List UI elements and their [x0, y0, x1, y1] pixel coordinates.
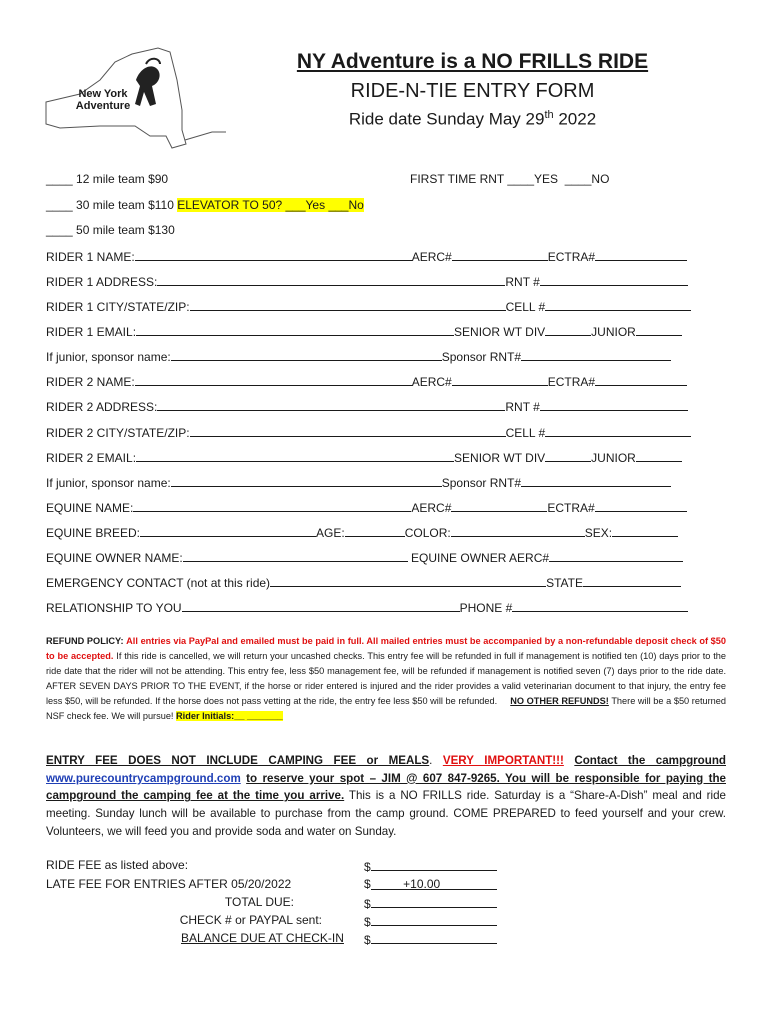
late-fee-field[interactable]: [371, 877, 497, 890]
logo-line-1: New York: [78, 88, 128, 100]
rider2-senior-field[interactable]: [545, 449, 591, 462]
rider1-address-label: RIDER 1 ADDRESS:: [46, 275, 158, 289]
refund-policy-payment-rule: All entries via PayPal and emailed must be paid in full. All mailed entries must be accompanied by a non-refundable deposit check of $50 to be accepted.: [46, 636, 726, 661]
ride-date-year: 2022: [553, 109, 597, 129]
option-30-label: 30 mile team $110: [76, 198, 174, 212]
rider1-senior-field[interactable]: [545, 323, 591, 336]
rider1-address-row: [46, 273, 688, 289]
rider1-aerc-field[interactable]: [452, 248, 548, 261]
phone-field[interactable]: [512, 599, 688, 612]
refund-policy-label: REFUND POLICY:: [46, 636, 124, 646]
option-12-label: 12 mile team $90: [76, 172, 169, 186]
logo-text: [68, 88, 138, 112]
rider2-address-label: RIDER 2 ADDRESS:: [46, 400, 158, 414]
option-30-mile[interactable]: [46, 198, 364, 212]
ride-fee-label: RIDE FEE as listed above:: [46, 858, 189, 872]
rider1-csz-row: [46, 298, 691, 314]
campground-link[interactable]: www.purecountrycampground.com: [46, 771, 241, 785]
equine-ectra-label: ECTRA#: [547, 501, 595, 515]
rider2-csz-label: RIDER 2 CITY/STATE/ZIP:: [46, 426, 190, 440]
equine-sex-field[interactable]: [612, 524, 678, 537]
rider1-sponsor-rnt-field[interactable]: [521, 348, 671, 361]
rider2-email-row: [46, 449, 682, 465]
equine-owner-label: EQUINE OWNER NAME:: [46, 551, 183, 565]
rider2-sponsor-row: [46, 474, 671, 490]
rider-initials-field[interactable]: Rider Initials:__ _______: [176, 711, 283, 721]
emergency-contact-label: EMERGENCY CONTACT (not at this ride): [46, 576, 271, 590]
equine-sex-label: SEX:: [584, 526, 613, 540]
equine-breed-field[interactable]: [140, 524, 316, 537]
relationship-row: [46, 599, 688, 615]
relationship-field[interactable]: [182, 599, 460, 612]
rider2-ectra-label: ECTRA#: [547, 375, 596, 389]
check-paypal-field[interactable]: [371, 913, 497, 926]
equine-age-field[interactable]: [345, 524, 405, 537]
ride-fee-amount: [364, 858, 497, 874]
rider2-rnt-field[interactable]: [540, 398, 688, 411]
first-time-rnt-text: FIRST TIME RNT ____YES ____NO: [410, 172, 610, 186]
rider2-email-label: RIDER 2 EMAIL:: [46, 451, 137, 465]
dollar-sign: $: [364, 877, 371, 891]
refund-policy: [46, 634, 726, 724]
rider1-cell-label: CELL #: [505, 300, 546, 314]
rider1-csz-field[interactable]: [190, 298, 506, 311]
contact-campground: Contact the campground: [574, 754, 726, 767]
rider1-ectra-field[interactable]: [595, 248, 687, 261]
rider2-aerc-label: AERC#: [411, 375, 452, 389]
rider2-cell-field[interactable]: [545, 424, 691, 437]
dollar-sign: $: [364, 897, 371, 911]
nsf-fee-notice: There will be a $50 returned NSF check fee. We will pursue!: [46, 696, 726, 721]
equine-color-label: COLOR:: [404, 526, 451, 540]
camping-notes: ENTRY FEE DOES NOT INCLUDE CAMPING FEE or MEALS. VERY IMPORTANT!!! Contact the campground www.purecountrycampground.com to reserve your spot – JIM @ 607 847-9265. You will be responsible for paying the campground the camping fee at the time you arrive. This is a NO FRILLS ride. Saturday is a “Share-A-Dish” meal and ride meeting. Sunday lunch will be available to purchase from the camp ground. COME PREPARED to feed yourself and your crew. Volunteers, we will feed you and provide soda and water on Sunday.: [46, 754, 726, 838]
total-due-label: TOTAL DUE:: [224, 895, 294, 909]
rider1-cell-field[interactable]: [545, 298, 691, 311]
rider1-email-label: RIDER 1 EMAIL:: [46, 325, 137, 339]
equine-name-field[interactable]: [133, 499, 411, 512]
form-subtitle: RIDE-N-TIE ENTRY FORM: [350, 80, 595, 102]
very-important: VERY IMPORTANT!!!: [442, 754, 564, 767]
check-paypal-label: CHECK # or PAYPAL sent:: [179, 913, 322, 927]
option-50-blank[interactable]: ____: [46, 223, 73, 237]
no-other-refunds: NO OTHER REFUNDS!: [510, 696, 609, 706]
rider1-rnt-field[interactable]: [540, 273, 688, 286]
dollar-sign: $: [364, 860, 371, 874]
rider1-email-field[interactable]: [136, 323, 454, 336]
option-50-mile[interactable]: [46, 223, 175, 237]
notes-body: This is a NO FRILLS ride. Saturday is a “Share-A-Dish” meal and ride meeting. Sunday lunch will be available to purchase from the camp ground. COME PREPARED to feed yourself and your crew. Volunteers, we will feed you and provide soda and water on Sunday.: [46, 789, 726, 838]
ride-fee-field[interactable]: [371, 858, 497, 871]
rider1-junior-field[interactable]: [636, 323, 682, 336]
equine-ectra-field[interactable]: [595, 499, 687, 512]
equine-owner-aerc-label: EQUINE OWNER AERC#: [411, 551, 550, 565]
phone-label: PHONE #: [459, 601, 513, 615]
total-due-field[interactable]: [371, 895, 497, 908]
rider1-aerc-label: AERC#: [411, 250, 452, 264]
late-fee-label: LATE FEE FOR ENTRIES AFTER 05/20/2022: [46, 877, 292, 891]
option-50-label: 50 mile team $130: [76, 223, 175, 237]
refund-policy-body: If this ride is cancelled, we will return your uncashed checks. This entry fee will be refunded in full if management is notified ten (10) days prior to the ride date that the rider will not be attending. This entry fee, less $50 management fee, will be refunded if management is notified seven (7) days prior to the ride date. AFTER SEVEN DAYS PRIOR TO THE EVENT, if the horse or rider entered is injured and the rider provides a valid veterinarian document to that injury, the entry fee less $50, will be refunded. If the horse does not pass vetting at the ride, the entry fee less $50 will be refunded.: [46, 651, 726, 706]
dollar-sign: $: [364, 915, 371, 929]
equine-color-field[interactable]: [451, 524, 585, 537]
equine-owner-aerc-field[interactable]: [549, 549, 683, 562]
rider2-address-row: [46, 398, 688, 414]
rider1-ectra-label: ECTRA#: [547, 250, 596, 264]
rider2-name-row: [46, 373, 687, 389]
dollar-sign: $: [364, 933, 371, 947]
balance-due-label: BALANCE DUE AT CHECK-IN: [181, 931, 344, 945]
first-time-rnt[interactable]: [410, 172, 609, 186]
rider1-sponsor-label: If junior, sponsor name:: [46, 350, 171, 364]
total-due-amount: [364, 895, 497, 911]
emergency-contact-field[interactable]: [270, 574, 546, 587]
rider2-junior-field[interactable]: [636, 449, 682, 462]
balance-due-amount: [364, 931, 497, 947]
rider1-address-field[interactable]: [157, 273, 505, 286]
rider2-name-field[interactable]: [135, 373, 412, 386]
equine-breed-label: EQUINE BREED:: [46, 526, 141, 540]
rider2-sponsor-label: If junior, sponsor name:: [46, 476, 171, 490]
rider1-name-label: RIDER 1 NAME:: [46, 250, 135, 264]
fees-section: [46, 858, 506, 948]
rider2-sponsor-rnt-field[interactable]: [521, 474, 671, 487]
ride-date-text: Ride date Sunday May 29: [348, 109, 545, 129]
equine-owner-field[interactable]: [183, 549, 408, 562]
rider2-csz-field[interactable]: [190, 424, 506, 437]
rider1-sponsor-rnt-label: Sponsor RNT#: [441, 350, 522, 364]
rider1-name-field[interactable]: [135, 248, 412, 261]
emergency-contact-row: [46, 574, 681, 590]
rider1-sponsor-field[interactable]: [171, 348, 442, 361]
equine-aerc-field[interactable]: [451, 499, 547, 512]
rider2-sponsor-field[interactable]: [171, 474, 442, 487]
rider1-junior-label: JUNIOR: [591, 325, 636, 339]
option-12-mile[interactable]: [46, 172, 168, 186]
ny-adventure-logo: [40, 40, 230, 155]
late-fee-value: +10.00: [403, 877, 441, 891]
ride-date: [250, 109, 695, 130]
relationship-label: RELATIONSHIP TO YOU: [46, 601, 182, 615]
check-paypal-amount: [364, 913, 497, 929]
rider1-email-row: [46, 323, 682, 339]
rider2-email-field[interactable]: [136, 449, 454, 462]
option-30-blank[interactable]: ____: [46, 198, 73, 212]
equine-breed-row: [46, 524, 678, 540]
reserve-notice: to reserve your spot – JIM @ 607 847-9265. You will be responsible for paying the campground the camping fee at the time you arrive.: [46, 771, 726, 803]
late-fee-amount: [364, 877, 497, 891]
page-title: NY Adventure is a NO FRILLS RIDE: [296, 50, 649, 73]
ride-date-sup: th: [544, 109, 554, 121]
rider2-address-field[interactable]: [157, 398, 505, 411]
rider2-cell-label: CELL #: [505, 426, 546, 440]
emergency-state-label: STATE: [546, 576, 583, 590]
equine-owner-row: [46, 549, 683, 565]
equine-age-label: AGE:: [316, 526, 345, 540]
rider2-name-label: RIDER 2 NAME:: [46, 375, 135, 389]
equine-aerc-label: AERC#: [411, 501, 452, 515]
rider2-csz-row: [46, 424, 691, 440]
equine-name-row: [46, 499, 687, 515]
rider1-name-row: [46, 248, 680, 264]
rider2-ectra-field[interactable]: [595, 373, 687, 386]
rider2-senior-label: SENIOR WT DIV: [454, 451, 546, 465]
option-12-blank[interactable]: ____: [46, 172, 73, 186]
entry-fee-notice: ENTRY FEE DOES NOT INCLUDE CAMPING FEE or MEALS: [46, 754, 430, 767]
rider2-aerc-field[interactable]: [452, 373, 548, 386]
logo-line-2: Adventure: [75, 100, 131, 112]
elevator-to-50[interactable]: ELEVATOR TO 50? ___Yes ___No: [177, 198, 364, 212]
rider1-sponsor-row: [46, 348, 671, 364]
rider1-csz-label: RIDER 1 CITY/STATE/ZIP:: [46, 300, 190, 314]
rider2-rnt-label: RNT #: [505, 400, 540, 414]
title-block: [250, 50, 695, 130]
rider1-senior-label: SENIOR WT DIV: [454, 325, 546, 339]
emergency-state-field[interactable]: [583, 574, 681, 587]
rider2-junior-label: JUNIOR: [591, 451, 636, 465]
rider2-sponsor-rnt-label: Sponsor RNT#: [441, 476, 522, 490]
equine-name-label: EQUINE NAME:: [46, 501, 134, 515]
balance-due-field[interactable]: [371, 931, 497, 944]
rider1-rnt-label: RNT #: [505, 275, 540, 289]
